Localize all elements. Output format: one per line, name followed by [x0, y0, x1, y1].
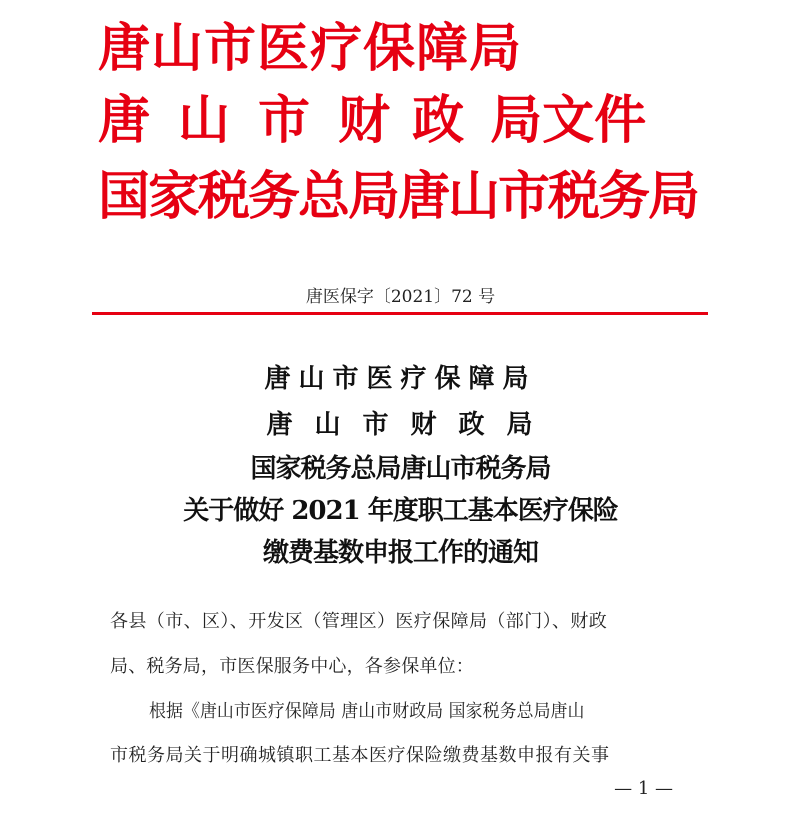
masthead-line-3: 国家税务总局唐山市税务局: [98, 166, 699, 227]
addressee-line-2: 局、税务局，市医保服务中心，各参保单位：: [110, 656, 474, 677]
masthead-line-2-char: 山: [178, 90, 231, 151]
masthead-line-2: [98, 90, 646, 152]
title-line-2-char: 政: [458, 410, 487, 440]
title-line-5: 缴费基数申报工作的通知: [262, 538, 538, 568]
title-line-2-char: 山: [314, 410, 343, 440]
masthead-line-2-char: 政: [412, 90, 465, 151]
title-line-2-char: 唐: [266, 410, 295, 440]
masthead-line-1: 唐山市医疗保障局: [98, 18, 523, 79]
title-line-4: 关于做好 2021 年度职工基本医疗保险: [183, 496, 618, 526]
addressee-line-1: 各县（市、区）、开发区（管理区）医疗保障局（部门）、财政: [110, 611, 608, 632]
masthead-line-2-char: 市: [258, 90, 311, 151]
masthead-line-2-char: 唐: [98, 90, 151, 151]
title-line-2: [0, 404, 801, 441]
title-line-3: 国家税务总局唐山市税务局: [250, 454, 551, 484]
page-number: — 1 —: [614, 778, 673, 799]
title-line-2-char: 市: [362, 410, 391, 440]
paragraph-line-1: 根据《唐山市医疗保障局 唐山市财政局 国家税务总局唐山: [149, 701, 585, 722]
red-separator-line: [92, 312, 708, 315]
title-line-2-char: 局: [506, 410, 535, 440]
document-number: 唐医保字〔2021〕72 号: [305, 287, 496, 307]
masthead-line-2-char: 财: [338, 90, 391, 151]
title-line-2-char: 财: [410, 410, 439, 440]
paragraph-line-2: 市税务局关于明确城镇职工基本医疗保险缴费基数申报有关事: [110, 745, 610, 766]
masthead-line-2-suffix: 局文件: [490, 90, 647, 151]
title-line-1: 唐山市医疗保障局: [264, 364, 537, 394]
